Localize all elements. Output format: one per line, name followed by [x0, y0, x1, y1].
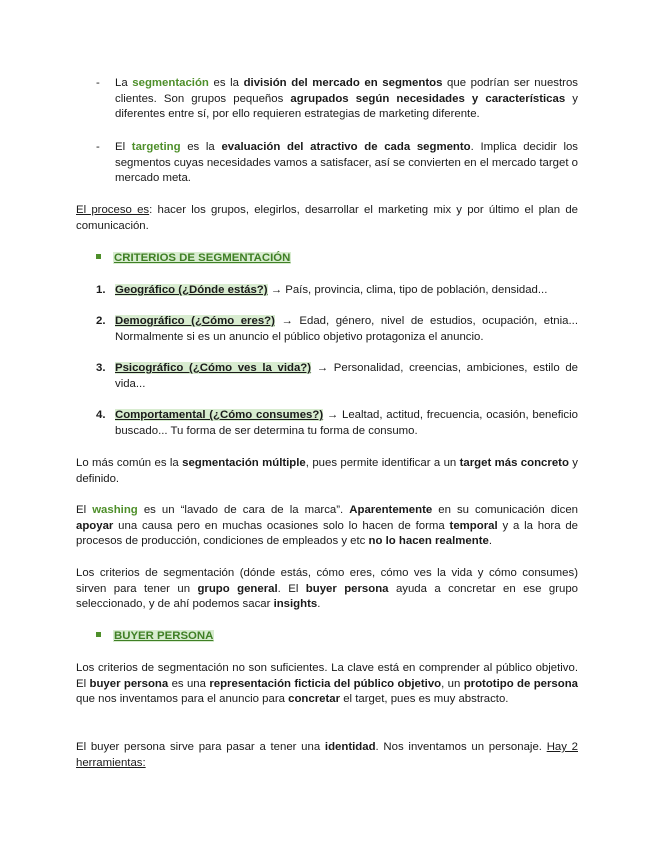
text-run: . Nos inventamos un personaje. [375, 741, 547, 753]
bullet-marker: - [96, 77, 100, 89]
criterion-title: Psicográfico (¿Cómo ves la vida?) [115, 362, 312, 374]
text-run: y diferentes entre sí, por ello requieren estrategias de marketing diferente. [115, 92, 578, 120]
text-run: . [488, 535, 492, 547]
text-run: . [317, 598, 321, 610]
text-run: es la [208, 77, 244, 89]
criterion-text: → País, provincia, clima, tipo de población, densidad... [267, 284, 548, 296]
criterion-comportamental [115, 408, 578, 439]
term-segmentacion: segmentación [132, 77, 209, 89]
text-run: . El [277, 582, 306, 595]
text-run: . Implica decidir los segmentos cuyas necesidades vamos a satisfacer, así se convierten en el mercado target o mercado meta. [115, 141, 578, 184]
criterion-title: Demográfico (¿Cómo eres?) [115, 315, 275, 327]
bold-text: Aparentemente [349, 504, 433, 516]
criterion-geografico [115, 283, 578, 299]
text-run: Lo más común es la [76, 457, 183, 469]
bold-text: target más concreto [459, 457, 569, 469]
list-number: 2. [96, 315, 106, 327]
criteria-heading-row [96, 251, 291, 267]
bold-text: representación ficticia del público objetivo [209, 677, 442, 690]
bold-text: no lo hacen realmente [368, 535, 489, 547]
term-targeting: targeting [131, 141, 181, 153]
text-run: es la [180, 141, 222, 153]
text-run: , un [441, 677, 464, 690]
square-bullet-icon [96, 632, 101, 637]
text-run: en su comunicación dicen [432, 504, 578, 516]
text-run: es un “lavado de cara de la marca”. [137, 504, 350, 516]
process-paragraph [76, 203, 578, 234]
targeting-bullet [115, 140, 578, 187]
bold-text: agrupados según necesidades y características [290, 92, 566, 105]
text-run: es una [168, 677, 210, 690]
criterion-title: Geográfico (¿Dónde estás?) [115, 284, 268, 296]
bold-text: identidad [324, 741, 376, 753]
bold-text: prototipo de persona [463, 677, 579, 690]
text-run: y a la hora de procesos de producción, condiciones de empleados y etc [76, 519, 579, 547]
criterion-title: Comportamental (¿Cómo consumes?) [115, 409, 324, 421]
bold-text: división del mercado en segmentos [243, 77, 443, 89]
bold-text: buyer persona [305, 582, 389, 595]
text-run: el target, pues es muy abstracto. [340, 693, 509, 705]
criterion-text: → Edad, género, nivel de estudios, ocupación, etnia... Normalmente si es un anuncio el público objetivo protagoniza el anuncio. [115, 315, 578, 343]
square-bullet-icon [96, 254, 101, 259]
text-run: Los criterios de segmentación (dónde estás, cómo eres, cómo ves la vida y cómo consumes) sirven para tener un [76, 567, 578, 595]
buyer-heading-row [96, 629, 214, 645]
bold-text: apoyar [76, 519, 114, 532]
bold-text: grupo general [197, 582, 278, 595]
text-run: Los criterios de segmentación no son suficientes. La clave está en comprender al público objetivo. El [76, 662, 578, 690]
criterion-demografico [115, 314, 578, 345]
bold-text: evaluación del atractivo de cada segmento [221, 141, 471, 153]
text-run: que podrían ser nuestros clientes. Son grupos pequeños [115, 77, 578, 105]
text-run: El [115, 141, 132, 153]
buyer-persona-paragraph [76, 661, 578, 708]
text-run: y definido. [76, 457, 578, 485]
process-label: El proceso es [76, 204, 150, 216]
text-run: ayuda a concretar en ese grupo seleccionado, y de ahí podemos sacar [76, 582, 579, 610]
segmentation-bullet [115, 76, 578, 123]
bold-text: segmentación múltiple [182, 457, 306, 469]
text-run: , pues permite identificar a un [305, 457, 460, 469]
bold-text: concretar [288, 693, 341, 705]
bullet-marker: - [96, 141, 100, 153]
identity-paragraph [76, 740, 578, 771]
text-run: que nos inventamos para el anuncio para [76, 693, 289, 705]
criteria-summary-paragraph [76, 566, 578, 613]
criterion-text: → Personalidad, creencias, ambiciones, estilo de vida... [115, 362, 578, 390]
criteria-heading: CRITERIOS DE SEGMENTACIÓN [114, 252, 291, 264]
term-washing: washing [92, 504, 138, 516]
list-number: 3. [96, 362, 106, 374]
bold-text: buyer persona [89, 677, 169, 690]
bold-text: insights [273, 598, 318, 610]
text-run: El buyer persona sirve para pasar a tener una [76, 741, 325, 753]
buyer-persona-heading: BUYER PERSONA [114, 630, 214, 642]
text-run: El [76, 504, 93, 516]
bold-text: temporal [449, 519, 498, 532]
text-run: una causa pero en muchas ocasiones solo lo hacen de forma [113, 519, 450, 532]
text-run: : hacer los grupos, elegirlos, desarrollar el marketing mix y por último el plan de comunicación. [76, 204, 578, 232]
criterion-text: → Lealtad, actitud, frecuencia, ocasión, beneficio buscado... Tu forma de ser determina tu forma de consumo. [115, 409, 578, 437]
tools-label: Hay 2 herramientas: [76, 741, 578, 769]
text-run: La [115, 77, 133, 89]
washing-paragraph [76, 503, 578, 550]
list-number: 4. [96, 409, 106, 421]
criterion-psicografico [115, 361, 578, 392]
multiple-segmentation-paragraph [76, 456, 578, 487]
list-number: 1. [96, 284, 106, 296]
